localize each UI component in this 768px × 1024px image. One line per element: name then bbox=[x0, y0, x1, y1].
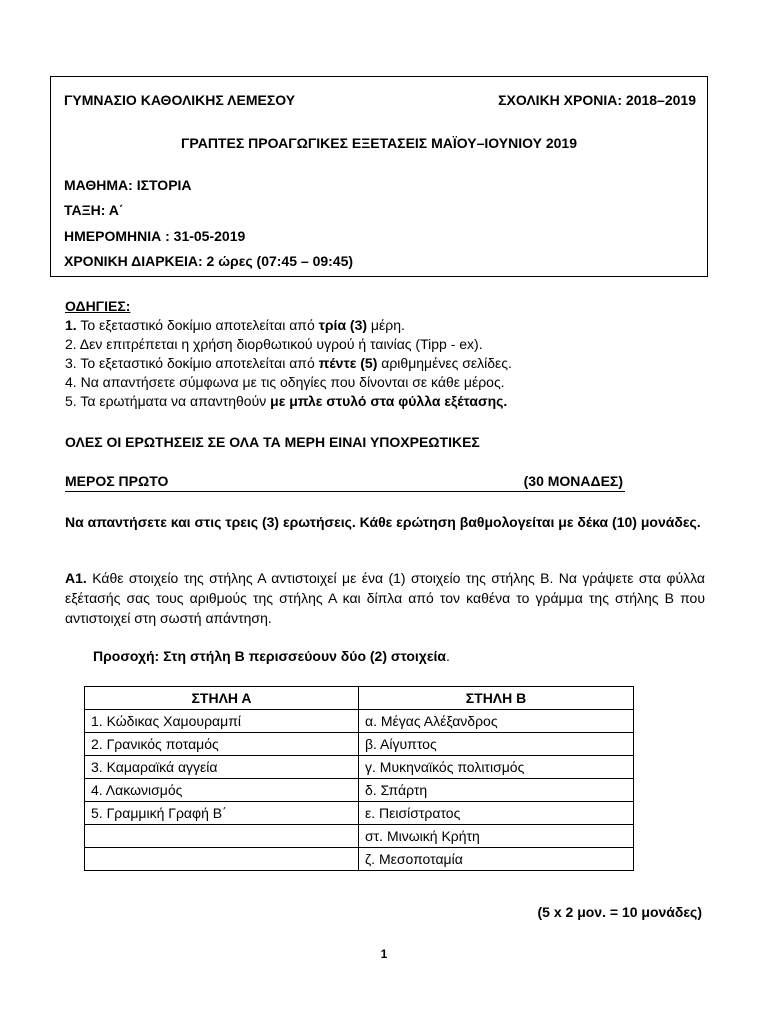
instruction-emphasis: τρία (3) bbox=[318, 317, 368, 333]
instruction-text: Το εξεταστικό δοκίμιο αποτελείται από bbox=[76, 355, 319, 371]
column-a-cell: 3. Καμαραϊκά αγγεία bbox=[85, 756, 359, 779]
instruction-text: Δεν επιτρέπεται η χρήση διορθωτικού υγρού ή ταινίας (Tipp - ex). bbox=[76, 336, 483, 352]
note-suffix: . bbox=[445, 648, 450, 664]
school-name: ΓΥΜΝΑΣΙΟ ΚΑΘΟΛΙΚΗΣ ΛΕΜΕΣΟΥ bbox=[64, 92, 296, 108]
column-a-cell: 2. Γρανικός ποταμός bbox=[85, 733, 359, 756]
column-b-cell: ε. Πεισίστρατος bbox=[359, 802, 634, 825]
score-note: (5 x 2 μον. = 10 μονάδες) bbox=[537, 904, 702, 920]
instruction-number: 1. bbox=[65, 317, 77, 333]
column-a-cell: 4. Λακωνισμός bbox=[85, 779, 359, 802]
instruction-emphasis: πέντε (5) bbox=[318, 355, 378, 371]
column-b-cell: στ. Μινωική Κρήτη bbox=[359, 825, 634, 848]
column-a-header: ΣΤΗΛΗ Α bbox=[85, 687, 359, 710]
question-text: Κάθε στοιχείο της στήλης Α αντιστοιχεί με ένα (1) στοιχείο της στήλης Β. Να γράψετε στα φύλλα εξέτασής σας τους αριθμούς της στήλης Α και δίπλα από τον καθένα το γράμμα της στήλης Β που αντιστοιχεί στη σωστή απάντηση. bbox=[65, 570, 705, 626]
instruction-item bbox=[65, 335, 512, 354]
table-body bbox=[85, 710, 634, 871]
instruction-number: 4. bbox=[65, 374, 77, 390]
column-b-cell: γ. Μυκηναϊκός πολιτισμός bbox=[359, 756, 634, 779]
instruction-text-end: μέρη. bbox=[367, 317, 405, 333]
instruction-text: Το εξεταστικό δοκίμιο αποτελείται από bbox=[76, 317, 319, 333]
class: ΤΑΞΗ: Α΄ bbox=[64, 202, 124, 218]
column-a-cell: 1. Κώδικας Χαμουραμπί bbox=[85, 710, 359, 733]
page-number: 1 bbox=[380, 947, 388, 961]
exam-duration: ΧΡΟΝΙΚΗ ΔΙΑΡΚΕΙΑ: 2 ώρες (07:45 – 09:45) bbox=[64, 253, 354, 269]
instruction-text: Να απαντήσετε σύμφωνα με τις οδηγίες που δίνονται σε κάθε μέρος. bbox=[76, 374, 505, 390]
instruction-emphasis: με μπλε στυλό στα φύλλα εξέτασης. bbox=[270, 393, 508, 409]
instructions-list bbox=[65, 316, 512, 411]
instruction-number: 3. bbox=[65, 355, 77, 371]
instructions-title: ΟΔΗΓΙΕΣ: bbox=[65, 298, 131, 314]
table-row bbox=[85, 710, 634, 733]
instruction-text-end: αριθμημένες σελίδες. bbox=[377, 355, 512, 371]
matching-table bbox=[84, 686, 634, 871]
instruction-item bbox=[65, 392, 512, 411]
table-row bbox=[85, 848, 634, 871]
column-b-cell: α. Μέγας Αλέξανδρος bbox=[359, 710, 634, 733]
table-header-row bbox=[85, 687, 634, 710]
column-a-cell bbox=[85, 848, 359, 871]
question-label: Α1. bbox=[65, 570, 87, 586]
note-prefix: Προσοχή: bbox=[93, 648, 164, 664]
table-row bbox=[85, 733, 634, 756]
instruction-text: Τα ερωτήματα να απαντηθούν bbox=[76, 393, 271, 409]
part-title: ΜΕΡΟΣ ΠΡΩΤΟ bbox=[65, 473, 169, 489]
instruction-number: 2. bbox=[65, 336, 77, 352]
instructions bbox=[65, 297, 512, 411]
column-b-cell: β. Αίγυπτος bbox=[359, 733, 634, 756]
instruction-item bbox=[65, 316, 512, 335]
table-row bbox=[85, 779, 634, 802]
column-a-cell bbox=[85, 825, 359, 848]
column-b-cell: δ. Σπάρτη bbox=[359, 779, 634, 802]
table-row bbox=[85, 802, 634, 825]
exam-header-box bbox=[50, 76, 708, 277]
part-points: (30 ΜΟΝΑΔΕΣ) bbox=[523, 473, 623, 489]
attention-note bbox=[93, 648, 450, 664]
column-a-cell: 5. Γραμμική Γραφή Β΄ bbox=[85, 802, 359, 825]
instruction-item bbox=[65, 373, 512, 392]
part-heading bbox=[65, 473, 625, 492]
table-row bbox=[85, 756, 634, 779]
part-directive: Να απαντήσετε και στις τρεις (3) ερωτήσεις. Κάθε ερώτηση βαθμολογείται με δέκα (10) μονάδες. bbox=[65, 514, 701, 530]
column-b-header: ΣΤΗΛΗ Β bbox=[359, 687, 634, 710]
exam-date: ΗΜΕΡΟΜΗΝΙΑ : 31-05-2019 bbox=[64, 228, 246, 244]
all-required-notice: ΟΛΕΣ ΟΙ ΕΡΩΤΗΣΕΙΣ ΣΕ ΟΛΑ ΤΑ ΜΕΡΗ ΕΙΝΑΙ ΥΠΟΧΡΕΩΤΙΚΕΣ bbox=[65, 434, 480, 450]
school-year: ΣΧΟΛΙΚΗ ΧΡΟΝΙΑ: 2018–2019 bbox=[498, 92, 696, 108]
exam-title: ΓΡΑΠΤΕΣ ΠΡΟΑΓΩΓΙΚΕΣ ΕΞΕΤΑΣΕΙΣ ΜΑΪΟΥ–ΙΟΥΝΙΟΥ 2019 bbox=[181, 135, 577, 151]
instruction-number: 5. bbox=[65, 393, 77, 409]
table-row bbox=[85, 825, 634, 848]
subject: ΜΑΘΗΜΑ: ΙΣΤΟΡΙΑ bbox=[64, 177, 192, 193]
note-text: Στη στήλη Β περισσεύουν δύο (2) στοιχεία bbox=[163, 648, 446, 664]
column-b-cell: ζ. Μεσοποταμία bbox=[359, 848, 634, 871]
question-a1 bbox=[65, 568, 705, 628]
instruction-item bbox=[65, 354, 512, 373]
